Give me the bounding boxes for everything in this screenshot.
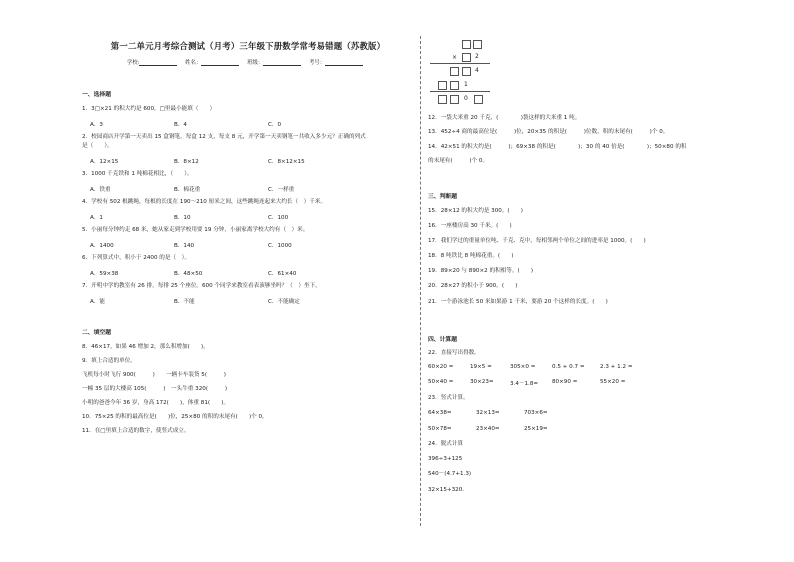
q22-item: 3.4－1.8= bbox=[510, 381, 539, 387]
question-23: 23．竖式计算。 bbox=[428, 395, 469, 401]
q23-item: 50×78= bbox=[428, 426, 452, 432]
q22-item: 30×23= bbox=[470, 379, 494, 385]
digit-box[interactable] bbox=[462, 67, 471, 76]
section-choice: 一、选择题 bbox=[82, 92, 111, 98]
q7-option-a[interactable]: A．能 bbox=[90, 299, 106, 305]
times-sign: × bbox=[452, 54, 458, 61]
q2-option-b[interactable]: B．8×12 bbox=[174, 159, 199, 165]
q5-option-c[interactable]: C．1000 bbox=[268, 243, 292, 249]
q23-item: 25×19= bbox=[524, 426, 548, 432]
q7-option-c[interactable]: C．不能确定 bbox=[268, 299, 300, 305]
q1-option-b[interactable]: B．4 bbox=[174, 122, 187, 128]
question-1: 1．3□×21 的积大约是 600，□里最小能填（ ） bbox=[82, 106, 216, 112]
left-column bbox=[82, 40, 414, 434]
question-14: 14．42×51 的积大约是( )；69×38 的积是( )；30 的 40 倍是( )；50×80 的积 bbox=[428, 144, 687, 150]
q23-item: 32×13= bbox=[476, 410, 500, 416]
question-7: 7．开明中学的教室有 26 排，每排 25 个座位。600 个同学来教室看表演够坐吗？（ ）坐下。 bbox=[82, 283, 321, 289]
q1-option-a[interactable]: A．3 bbox=[90, 122, 103, 128]
digit-box[interactable] bbox=[462, 53, 471, 62]
rule-line bbox=[430, 63, 490, 64]
exam-number-field[interactable] bbox=[325, 59, 363, 66]
digit-box[interactable] bbox=[450, 67, 459, 76]
exam-title: 第一二单元月考综合测试（月考）三年级下册数学常考易错题（苏教版） bbox=[110, 41, 386, 51]
q6-option-b[interactable]: B．48×50 bbox=[174, 271, 203, 277]
question-24: 24．脱式计算 bbox=[428, 441, 464, 447]
q3-option-a[interactable]: A．铁重 bbox=[90, 187, 111, 193]
school-label: 学校: bbox=[126, 60, 140, 66]
q24-item: 396÷3+125 bbox=[428, 456, 463, 462]
question-20: 20．28×27 的积小于 900。( ) bbox=[428, 283, 518, 289]
digit-box[interactable] bbox=[473, 40, 482, 49]
exam-number-label: 考号： bbox=[308, 60, 326, 66]
q3-option-b[interactable]: B．棉花重 bbox=[174, 187, 201, 193]
question-10: 10．75×25 的积的最高位是( )位，25×80 的积的末尾有( )个 0。 bbox=[82, 414, 268, 420]
question-19: 19．89×20 与 890×2 的积相等。( ) bbox=[428, 268, 534, 274]
digit-box[interactable] bbox=[474, 95, 483, 104]
school-field[interactable] bbox=[139, 59, 177, 66]
class-field[interactable] bbox=[263, 59, 301, 66]
q22-item: 2.3 + 1.2 = bbox=[600, 364, 633, 370]
digit-2: 2 bbox=[475, 53, 479, 60]
question-3: 3．1000 千克铁和 1 吨棉花相比，（ ）。 bbox=[82, 171, 193, 177]
question-13: 13．452÷4 商的最高位是( )位，20×35 的积是( )位数，积的末尾有( )个 0。 bbox=[428, 129, 669, 135]
section-true-false: 三、判断题 bbox=[428, 194, 457, 200]
class-label: 班级： bbox=[247, 60, 264, 66]
q7-option-b[interactable]: B．不能 bbox=[174, 299, 195, 305]
q4-option-c[interactable]: C．100 bbox=[268, 215, 289, 221]
digit-box[interactable] bbox=[450, 95, 459, 104]
q4-option-b[interactable]: B．10 bbox=[174, 215, 191, 221]
q22-item: 50×40 = bbox=[428, 379, 454, 385]
question-11: 11．在□里填上合适的数字，使竖式成立。 bbox=[82, 428, 190, 434]
question-5: 5．小丽每分钟约走 68 米，她从家走到学校用要 19 分钟，小丽家离学校大约有（ ）米。 bbox=[82, 227, 309, 233]
question-4: 4．学校有 502 根跳绳，每根的长度在 190～210 厘米之间，这些跳绳连起来大约长（ ）千米。 bbox=[82, 199, 327, 205]
student-info-row bbox=[82, 58, 414, 66]
digit-4: 4 bbox=[475, 67, 479, 74]
q24-item: 32×15+320. bbox=[428, 487, 465, 493]
q23-item: 703×6= bbox=[524, 410, 548, 416]
digit-box[interactable] bbox=[438, 95, 447, 104]
question-8: 8．46×17，如果 46 增加 2，那么积增加( )。 bbox=[82, 344, 209, 350]
q5-option-a[interactable]: A．1400 bbox=[90, 243, 114, 249]
q5-option-b[interactable]: B．140 bbox=[174, 243, 195, 249]
digit-1: 1 bbox=[464, 81, 468, 88]
q1-option-c[interactable]: C．0 bbox=[268, 122, 282, 128]
q23-item: 64×38= bbox=[428, 410, 452, 416]
question-9-row-2: 一幢 35 层的大楼高 105( ) 一头牛重 320( ) bbox=[82, 386, 228, 392]
question-2-cont: 是（ ）。 bbox=[82, 143, 113, 149]
column-divider bbox=[420, 36, 421, 526]
rule-line bbox=[430, 91, 490, 92]
digit-0: 0 bbox=[464, 95, 468, 102]
name-label: 姓名： bbox=[185, 60, 202, 66]
q3-option-c[interactable]: C．一样重 bbox=[268, 187, 295, 193]
vertical-multiplication bbox=[428, 40, 508, 112]
question-15: 15．28×12 的积大约是 300。( ) bbox=[428, 208, 523, 214]
q22-item: 80×90 = bbox=[552, 379, 578, 385]
question-21: 21．一个游泳池长 50 米如果游 1 千米，要游 20 个这样的长度。( ) bbox=[428, 299, 608, 305]
question-2: 2．校园商店开学第一天卖出 15 盒钢笔，每盒 12 支，每支 8 元，开学第一天卖钢笔一共收入多少元？正确的列式 bbox=[82, 134, 366, 140]
q22-item: 0.5 + 0.7 = bbox=[552, 364, 585, 370]
question-9-row-1: 飞机每小时飞行 900( ) 一辆卡车装货 5( ) bbox=[82, 372, 226, 378]
digit-box[interactable] bbox=[462, 40, 471, 49]
section-fill-blank: 二、填空题 bbox=[82, 330, 111, 336]
q23-item: 23×40= bbox=[476, 426, 500, 432]
q22-item: 305×0 = bbox=[510, 364, 536, 370]
question-16: 16．一座楼房高 30 千米。( ) bbox=[428, 223, 512, 229]
question-17: 17．我们学过的重量单位吨、千克、克中，每相邻两个单位之间的进率是 1000。( ) bbox=[428, 238, 646, 244]
q2-option-c[interactable]: C．8×12×15 bbox=[268, 159, 305, 165]
q22-item: 19×5 = bbox=[470, 364, 492, 370]
digit-box[interactable] bbox=[450, 81, 459, 90]
question-9: 9．填上合适的单位。 bbox=[82, 358, 136, 364]
q2-option-a[interactable]: A．12×15 bbox=[90, 159, 119, 165]
q22-item: 55×20 = bbox=[600, 379, 626, 385]
section-calculation: 四、计算题 bbox=[428, 337, 457, 343]
name-field[interactable] bbox=[201, 59, 239, 66]
q6-option-a[interactable]: A．59×38 bbox=[90, 271, 119, 277]
question-14-cont: 的末尾有( )个 0。 bbox=[428, 158, 489, 164]
question-9-row-3: 小明的爸爸今年 36 岁，身高 172( )，体重 81( )。 bbox=[82, 400, 230, 406]
question-6: 6．下列算式中，积小于 2400 的是（ ）。 bbox=[82, 255, 191, 261]
question-22: 22．直接写出得数。 bbox=[428, 350, 480, 356]
digit-box[interactable] bbox=[438, 81, 447, 90]
question-12: 12．一袋大米重 20 千克，( )袋这样的大米重 1 吨。 bbox=[428, 115, 581, 121]
question-18: 18．8 吨铁比 8 吨棉花重。( ) bbox=[428, 253, 514, 259]
q6-option-c[interactable]: C．61×40 bbox=[268, 271, 297, 277]
q4-option-a[interactable]: A．1 bbox=[90, 215, 103, 221]
q22-item: 60×20 = bbox=[428, 364, 454, 370]
q24-item: 540－(4.7+1.3) bbox=[428, 471, 472, 477]
